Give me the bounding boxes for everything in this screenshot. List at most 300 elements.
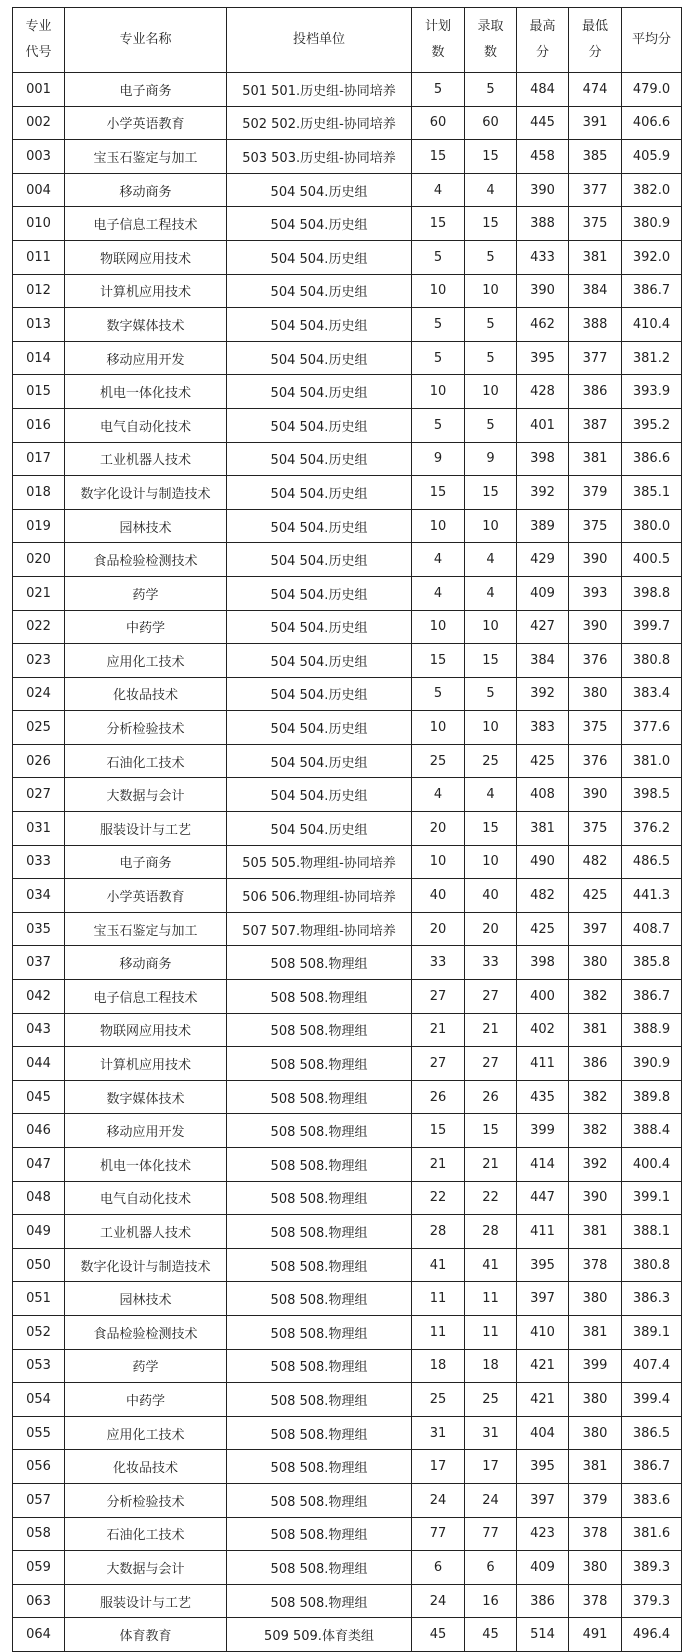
cell-admission-unit: 508 508.物理组 <box>227 1383 412 1417</box>
cell-min-score: 474 <box>569 73 622 107</box>
cell-min-score: 375 <box>569 711 622 745</box>
cell-avg-score: 386.5 <box>622 1416 682 1450</box>
table-row <box>13 1282 682 1316</box>
cell-min-score: 397 <box>569 912 622 946</box>
cell-admitted-count: 15 <box>465 476 517 510</box>
cell-code: 064 <box>13 1618 65 1652</box>
cell-plan-count: 60 <box>412 106 465 140</box>
cell-major-name: 计算机应用技术 <box>65 1047 227 1081</box>
table-row <box>13 1450 682 1484</box>
cell-code: 002 <box>13 106 65 140</box>
cell-plan-count: 41 <box>412 1248 465 1282</box>
cell-admitted-count: 25 <box>465 744 517 778</box>
cell-code: 050 <box>13 1248 65 1282</box>
header-text: 平均分 <box>631 32 671 47</box>
cell-max-score: 384 <box>517 644 569 678</box>
cell-avg-score: 400.4 <box>622 1148 682 1182</box>
cell-min-score: 382 <box>569 1080 622 1114</box>
cell-avg-score: 389.1 <box>622 1315 682 1349</box>
cell-admission-unit: 508 508.物理组 <box>227 1349 412 1383</box>
cell-admission-unit: 508 508.物理组 <box>227 980 412 1014</box>
cell-min-score: 377 <box>569 341 622 375</box>
cell-max-score: 390 <box>517 173 569 207</box>
header-text: 数 <box>431 45 445 60</box>
cell-code: 012 <box>13 274 65 308</box>
table-row <box>13 341 682 375</box>
cell-plan-count: 11 <box>412 1282 465 1316</box>
cell-plan-count: 10 <box>412 711 465 745</box>
cell-admitted-count: 15 <box>465 644 517 678</box>
cell-admission-unit: 502 502.历史组-协同培养 <box>227 106 412 140</box>
cell-code: 046 <box>13 1114 65 1148</box>
table-row <box>13 1483 682 1517</box>
header-text: 最低 <box>581 19 608 34</box>
cell-avg-score: 410.4 <box>622 308 682 342</box>
cell-admission-unit: 508 508.物理组 <box>227 1181 412 1215</box>
cell-admission-unit: 504 504.历史组 <box>227 341 412 375</box>
cell-major-name: 电子信息工程技术 <box>65 980 227 1014</box>
cell-max-score: 433 <box>517 240 569 274</box>
cell-avg-score: 392.0 <box>622 240 682 274</box>
cell-avg-score: 383.6 <box>622 1483 682 1517</box>
header-admitted-count <box>465 8 517 73</box>
cell-code: 037 <box>13 946 65 980</box>
cell-admitted-count: 9 <box>465 442 517 476</box>
cell-admission-unit: 508 508.物理组 <box>227 1315 412 1349</box>
cell-major-name: 宝玉石鉴定与加工 <box>65 912 227 946</box>
cell-admitted-count: 11 <box>465 1282 517 1316</box>
cell-admission-unit: 508 508.物理组 <box>227 1114 412 1148</box>
cell-avg-score: 486.5 <box>622 845 682 879</box>
cell-plan-count: 5 <box>412 341 465 375</box>
cell-avg-score: 496.4 <box>622 1618 682 1652</box>
cell-admission-unit: 504 504.历史组 <box>227 677 412 711</box>
cell-max-score: 398 <box>517 442 569 476</box>
table-header-row <box>13 8 682 73</box>
cell-admitted-count: 11 <box>465 1315 517 1349</box>
cell-max-score: 462 <box>517 308 569 342</box>
header-min-score <box>569 8 622 73</box>
header-text: 专业名称 <box>119 32 172 47</box>
cell-avg-score: 398.8 <box>622 576 682 610</box>
cell-code: 057 <box>13 1483 65 1517</box>
cell-code: 031 <box>13 812 65 846</box>
cell-admitted-count: 4 <box>465 576 517 610</box>
table-row <box>13 576 682 610</box>
cell-plan-count: 21 <box>412 1148 465 1182</box>
cell-max-score: 410 <box>517 1315 569 1349</box>
cell-max-score: 514 <box>517 1618 569 1652</box>
cell-admitted-count: 27 <box>465 1047 517 1081</box>
cell-code: 023 <box>13 644 65 678</box>
cell-max-score: 409 <box>517 1551 569 1585</box>
cell-plan-count: 4 <box>412 778 465 812</box>
cell-min-score: 387 <box>569 408 622 442</box>
cell-major-name: 大数据与会计 <box>65 1551 227 1585</box>
cell-plan-count: 4 <box>412 543 465 577</box>
cell-admission-unit: 508 508.物理组 <box>227 1013 412 1047</box>
table-row <box>13 1315 682 1349</box>
cell-code: 019 <box>13 509 65 543</box>
cell-major-name: 小学英语教育 <box>65 106 227 140</box>
cell-avg-score: 389.8 <box>622 1080 682 1114</box>
header-text: 分 <box>535 45 549 60</box>
header-text: 录取 <box>477 19 504 34</box>
cell-code: 010 <box>13 207 65 241</box>
cell-code: 018 <box>13 476 65 510</box>
cell-avg-score: 379.3 <box>622 1584 682 1618</box>
cell-max-score: 389 <box>517 509 569 543</box>
cell-plan-count: 27 <box>412 1047 465 1081</box>
cell-min-score: 381 <box>569 1215 622 1249</box>
cell-admission-unit: 504 504.历史组 <box>227 509 412 543</box>
cell-plan-count: 18 <box>412 1349 465 1383</box>
cell-admission-unit: 504 504.历史组 <box>227 274 412 308</box>
cell-avg-score: 390.9 <box>622 1047 682 1081</box>
table-row <box>13 711 682 745</box>
cell-min-score: 379 <box>569 1483 622 1517</box>
cell-admission-unit: 504 504.历史组 <box>227 711 412 745</box>
cell-admission-unit: 508 508.物理组 <box>227 1450 412 1484</box>
cell-admitted-count: 10 <box>465 711 517 745</box>
cell-code: 020 <box>13 543 65 577</box>
cell-min-score: 384 <box>569 274 622 308</box>
cell-min-score: 381 <box>569 442 622 476</box>
cell-avg-score: 386.7 <box>622 980 682 1014</box>
cell-avg-score: 376.2 <box>622 812 682 846</box>
cell-major-name: 电子商务 <box>65 845 227 879</box>
cell-avg-score: 400.5 <box>622 543 682 577</box>
cell-min-score: 380 <box>569 946 622 980</box>
cell-min-score: 380 <box>569 1282 622 1316</box>
cell-major-name: 电气自动化技术 <box>65 1181 227 1215</box>
cell-min-score: 393 <box>569 576 622 610</box>
table-row <box>13 879 682 913</box>
cell-admission-unit: 504 504.历史组 <box>227 408 412 442</box>
cell-min-score: 378 <box>569 1248 622 1282</box>
cell-admitted-count: 33 <box>465 946 517 980</box>
header-max-score <box>517 8 569 73</box>
cell-admission-unit: 508 508.物理组 <box>227 1416 412 1450</box>
table-row <box>13 1013 682 1047</box>
cell-major-name: 体育教育 <box>65 1618 227 1652</box>
cell-admission-unit: 504 504.历史组 <box>227 173 412 207</box>
cell-code: 042 <box>13 980 65 1014</box>
cell-plan-count: 10 <box>412 274 465 308</box>
table-row <box>13 207 682 241</box>
cell-avg-score: 377.6 <box>622 711 682 745</box>
cell-plan-count: 10 <box>412 610 465 644</box>
cell-plan-count: 22 <box>412 1181 465 1215</box>
cell-avg-score: 382.0 <box>622 173 682 207</box>
cell-admitted-count: 15 <box>465 1114 517 1148</box>
cell-avg-score: 388.4 <box>622 1114 682 1148</box>
cell-avg-score: 380.9 <box>622 207 682 241</box>
table-row <box>13 912 682 946</box>
table-row <box>13 1215 682 1249</box>
table-row <box>13 1551 682 1585</box>
cell-max-score: 447 <box>517 1181 569 1215</box>
table-row <box>13 509 682 543</box>
cell-avg-score: 380.8 <box>622 644 682 678</box>
cell-plan-count: 15 <box>412 1114 465 1148</box>
cell-min-score: 375 <box>569 207 622 241</box>
cell-major-name: 机电一体化技术 <box>65 1148 227 1182</box>
cell-major-name: 大数据与会计 <box>65 778 227 812</box>
cell-min-score: 381 <box>569 1450 622 1484</box>
cell-admitted-count: 5 <box>465 677 517 711</box>
cell-plan-count: 15 <box>412 476 465 510</box>
header-code <box>13 8 65 73</box>
cell-admitted-count: 4 <box>465 778 517 812</box>
table-row <box>13 543 682 577</box>
cell-code: 054 <box>13 1383 65 1417</box>
cell-plan-count: 10 <box>412 509 465 543</box>
cell-max-score: 395 <box>517 1248 569 1282</box>
cell-avg-score: 381.2 <box>622 341 682 375</box>
cell-min-score: 378 <box>569 1517 622 1551</box>
cell-admitted-count: 21 <box>465 1148 517 1182</box>
cell-avg-score: 399.7 <box>622 610 682 644</box>
cell-code: 044 <box>13 1047 65 1081</box>
table-row <box>13 375 682 409</box>
cell-avg-score: 441.3 <box>622 879 682 913</box>
cell-code: 051 <box>13 1282 65 1316</box>
cell-plan-count: 9 <box>412 442 465 476</box>
cell-code: 021 <box>13 576 65 610</box>
cell-max-score: 425 <box>517 744 569 778</box>
cell-admitted-count: 5 <box>465 240 517 274</box>
header-text: 代号 <box>25 45 52 60</box>
cell-admission-unit: 508 508.物理组 <box>227 1248 412 1282</box>
cell-admission-unit: 501 501.历史组-协同培养 <box>227 73 412 107</box>
table-row <box>13 980 682 1014</box>
cell-admission-unit: 504 504.历史组 <box>227 576 412 610</box>
cell-plan-count: 5 <box>412 677 465 711</box>
cell-min-score: 380 <box>569 1551 622 1585</box>
cell-plan-count: 45 <box>412 1618 465 1652</box>
cell-min-score: 382 <box>569 1114 622 1148</box>
cell-admitted-count: 10 <box>465 274 517 308</box>
cell-min-score: 392 <box>569 1148 622 1182</box>
cell-major-name: 移动商务 <box>65 173 227 207</box>
cell-avg-score: 398.5 <box>622 778 682 812</box>
table-row <box>13 1584 682 1618</box>
cell-admission-unit: 504 504.历史组 <box>227 375 412 409</box>
table-row <box>13 677 682 711</box>
cell-min-score: 381 <box>569 1315 622 1349</box>
cell-major-name: 石油化工技术 <box>65 1517 227 1551</box>
cell-code: 055 <box>13 1416 65 1450</box>
table-row <box>13 1383 682 1417</box>
cell-max-score: 445 <box>517 106 569 140</box>
cell-admitted-count: 5 <box>465 308 517 342</box>
cell-code: 003 <box>13 140 65 174</box>
cell-code: 053 <box>13 1349 65 1383</box>
table-row <box>13 476 682 510</box>
cell-major-name: 中药学 <box>65 1383 227 1417</box>
cell-admission-unit: 508 508.物理组 <box>227 1483 412 1517</box>
cell-code: 014 <box>13 341 65 375</box>
cell-admission-unit: 508 508.物理组 <box>227 1551 412 1585</box>
cell-major-name: 物联网应用技术 <box>65 240 227 274</box>
cell-avg-score: 405.9 <box>622 140 682 174</box>
cell-admission-unit: 508 508.物理组 <box>227 1080 412 1114</box>
table-row <box>13 1080 682 1114</box>
cell-min-score: 380 <box>569 677 622 711</box>
table-row <box>13 1349 682 1383</box>
cell-admitted-count: 22 <box>465 1181 517 1215</box>
cell-max-score: 392 <box>517 476 569 510</box>
cell-code: 015 <box>13 375 65 409</box>
cell-admission-unit: 508 508.物理组 <box>227 1215 412 1249</box>
cell-admitted-count: 5 <box>465 73 517 107</box>
cell-avg-score: 385.8 <box>622 946 682 980</box>
cell-admission-unit: 504 504.历史组 <box>227 644 412 678</box>
cell-major-name: 计算机应用技术 <box>65 274 227 308</box>
table-row <box>13 610 682 644</box>
cell-max-score: 388 <box>517 207 569 241</box>
cell-admitted-count: 6 <box>465 1551 517 1585</box>
cell-major-name: 物联网应用技术 <box>65 1013 227 1047</box>
cell-min-score: 381 <box>569 1013 622 1047</box>
cell-min-score: 379 <box>569 476 622 510</box>
cell-min-score: 377 <box>569 173 622 207</box>
cell-major-name: 石油化工技术 <box>65 744 227 778</box>
table-row <box>13 644 682 678</box>
cell-major-name: 分析检验技术 <box>65 711 227 745</box>
cell-max-score: 395 <box>517 341 569 375</box>
cell-max-score: 400 <box>517 980 569 1014</box>
cell-admission-unit: 504 504.历史组 <box>227 778 412 812</box>
cell-avg-score: 388.9 <box>622 1013 682 1047</box>
cell-avg-score: 385.1 <box>622 476 682 510</box>
cell-admitted-count: 5 <box>465 341 517 375</box>
table-row <box>13 1114 682 1148</box>
cell-plan-count: 26 <box>412 1080 465 1114</box>
cell-admitted-count: 15 <box>465 207 517 241</box>
cell-avg-score: 386.7 <box>622 274 682 308</box>
cell-avg-score: 380.0 <box>622 509 682 543</box>
cell-avg-score: 406.6 <box>622 106 682 140</box>
cell-code: 024 <box>13 677 65 711</box>
cell-avg-score: 381.0 <box>622 744 682 778</box>
cell-plan-count: 5 <box>412 240 465 274</box>
table-row <box>13 744 682 778</box>
cell-avg-score: 395.2 <box>622 408 682 442</box>
table-row <box>13 106 682 140</box>
cell-code: 001 <box>13 73 65 107</box>
cell-admitted-count: 77 <box>465 1517 517 1551</box>
cell-major-name: 电子信息工程技术 <box>65 207 227 241</box>
cell-major-name: 药学 <box>65 1349 227 1383</box>
cell-admission-unit: 504 504.历史组 <box>227 744 412 778</box>
cell-admission-unit: 507 507.物理组-协同培养 <box>227 912 412 946</box>
table-row <box>13 73 682 107</box>
cell-max-score: 458 <box>517 140 569 174</box>
table-row <box>13 240 682 274</box>
cell-admission-unit: 509 509.体育类组 <box>227 1618 412 1652</box>
cell-max-score: 423 <box>517 1517 569 1551</box>
table-row <box>13 442 682 476</box>
header-text: 分 <box>588 45 602 60</box>
cell-plan-count: 31 <box>412 1416 465 1450</box>
cell-code: 034 <box>13 879 65 913</box>
cell-avg-score: 386.6 <box>622 442 682 476</box>
cell-avg-score: 407.4 <box>622 1349 682 1383</box>
cell-max-score: 411 <box>517 1215 569 1249</box>
header-major-name <box>65 8 227 73</box>
header-text: 投档单位 <box>292 32 345 47</box>
cell-code: 004 <box>13 173 65 207</box>
table-row <box>13 1618 682 1652</box>
cell-avg-score: 380.8 <box>622 1248 682 1282</box>
cell-max-score: 428 <box>517 375 569 409</box>
cell-code: 027 <box>13 778 65 812</box>
cell-major-name: 数字媒体技术 <box>65 1080 227 1114</box>
cell-plan-count: 27 <box>412 980 465 1014</box>
cell-admission-unit: 508 508.物理组 <box>227 1148 412 1182</box>
cell-code: 059 <box>13 1551 65 1585</box>
cell-max-score: 392 <box>517 677 569 711</box>
cell-code: 063 <box>13 1584 65 1618</box>
cell-admitted-count: 15 <box>465 140 517 174</box>
table-row <box>13 308 682 342</box>
cell-plan-count: 15 <box>412 140 465 174</box>
cell-plan-count: 40 <box>412 879 465 913</box>
cell-min-score: 390 <box>569 1181 622 1215</box>
table-body <box>13 73 682 1652</box>
cell-max-score: 383 <box>517 711 569 745</box>
table-row <box>13 946 682 980</box>
cell-plan-count: 24 <box>412 1483 465 1517</box>
cell-plan-count: 15 <box>412 207 465 241</box>
cell-admitted-count: 10 <box>465 509 517 543</box>
cell-major-name: 食品检验检测技术 <box>65 543 227 577</box>
header-text: 专业 <box>25 19 52 34</box>
cell-min-score: 381 <box>569 240 622 274</box>
cell-avg-score: 408.7 <box>622 912 682 946</box>
cell-max-score: 399 <box>517 1114 569 1148</box>
cell-plan-count: 5 <box>412 308 465 342</box>
cell-plan-count: 4 <box>412 576 465 610</box>
cell-max-score: 414 <box>517 1148 569 1182</box>
cell-avg-score: 381.6 <box>622 1517 682 1551</box>
cell-avg-score: 386.3 <box>622 1282 682 1316</box>
table-row <box>13 845 682 879</box>
cell-major-name: 服装设计与工艺 <box>65 812 227 846</box>
cell-code: 022 <box>13 610 65 644</box>
cell-avg-score: 393.9 <box>622 375 682 409</box>
cell-admission-unit: 508 508.物理组 <box>227 1282 412 1316</box>
cell-max-score: 435 <box>517 1080 569 1114</box>
admission-table-container <box>12 7 682 1652</box>
table-row <box>13 778 682 812</box>
cell-code: 035 <box>13 912 65 946</box>
cell-admitted-count: 25 <box>465 1383 517 1417</box>
cell-plan-count: 11 <box>412 1315 465 1349</box>
cell-plan-count: 10 <box>412 845 465 879</box>
cell-major-name: 应用化工技术 <box>65 644 227 678</box>
cell-major-name: 应用化工技术 <box>65 1416 227 1450</box>
cell-admitted-count: 10 <box>465 845 517 879</box>
cell-max-score: 402 <box>517 1013 569 1047</box>
cell-admission-unit: 503 503.历史组-协同培养 <box>227 140 412 174</box>
cell-admitted-count: 20 <box>465 912 517 946</box>
cell-min-score: 375 <box>569 812 622 846</box>
cell-min-score: 390 <box>569 610 622 644</box>
cell-plan-count: 77 <box>412 1517 465 1551</box>
